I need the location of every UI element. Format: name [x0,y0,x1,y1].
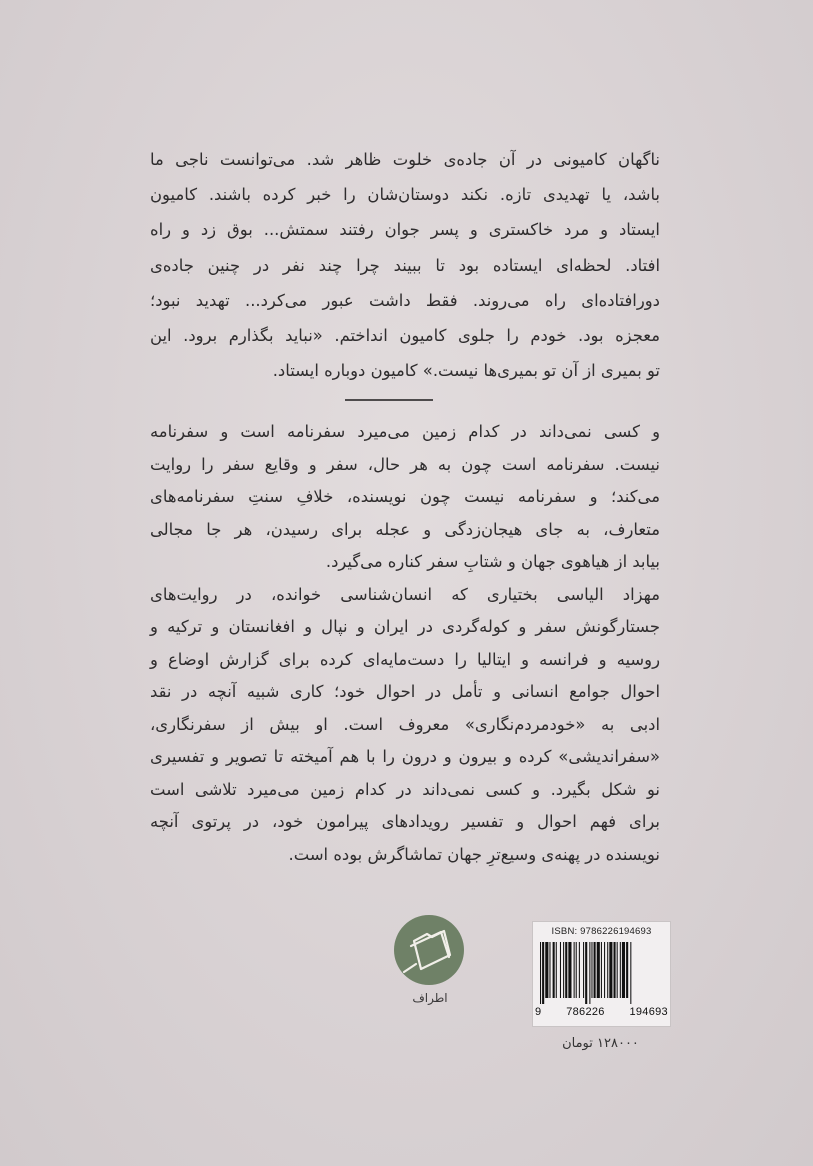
barcode-bar [597,942,600,998]
barcode-digit-group: 194693 [629,1006,668,1018]
barcode-bar [565,942,567,998]
barcode-bar [589,942,590,1004]
description-line: متعارف، به جای هیجان‌زدگی و عجله برای رسیدن، هر جا مجالی [150,519,660,539]
description-line: برای فهم احوال و تفسیر رویدادهای پیرامون خود، در پرتوی آنچه [150,812,660,831]
barcode-bar [540,942,541,1004]
excerpt-line: دورافتاده‌ای راه می‌روند. فقط داشت عبور می‌کرد... تهدید نبود؛ [150,290,660,310]
description-line: نیست. سفرنامه است چون به هر حال، سفر و وقایع سفر را روایت [150,454,660,474]
publisher-logo-circle [394,915,464,985]
barcode-bar [560,942,561,998]
barcode-bar [542,942,544,1004]
barcode-bar [630,942,631,1004]
description-paragraph [150,416,660,871]
excerpt-line: افتاد. لحظه‌ای ایستاده بود تا ببیند چرا چند نفر در چنین جاده‌ی [150,255,660,275]
barcode-bar [626,942,628,998]
barcode-bar [607,942,608,998]
barcode-bar [585,942,587,1004]
description-line: نو شکل بگیرد. و کسی نمی‌داند در کدام زمین می‌میرد تلاشی است [150,779,660,799]
section-divider [345,399,433,401]
description-line: بیابد از هیاهوی جهان و شتابِ سفر کناره می‌گیرد. [325,552,660,571]
description-line: نویسنده در پهنه‌ی وسیع‌ترِ جهان تماشاگرش بوده است. [288,844,660,864]
description-line: می‌کند؛ و سفرنامه نیست چون نویسنده، خلافِ سنتِ سفرنامه‌های [150,487,660,506]
barcode-bar [604,942,605,998]
isbn-label: ISBN: 9786226194693 [551,926,652,937]
description-line: احوال جوامع انسانی و تأمل در احوال خود؛ کاری شبیه آنچه در نقد [150,682,660,701]
barcode-bar [553,942,555,998]
barcode-bar [594,942,596,998]
publisher-logo [385,915,475,1030]
barcode-bar [622,942,625,998]
description-line: روسیه و فرانسه و ایتالیا را دست‌مایه‌ای کرده برای گزارش اوضاع و [150,649,660,669]
barcode-digit-group: 9 [535,1006,542,1018]
excerpt-line: باشد، یا تهدیدی تازه. نکند دوستان‌شان را خبر کرده باشند. کامیون [150,185,660,205]
publisher-name: اطراف [412,991,448,1005]
price-label: ۱۲۸۰۰۰ تومان [562,1036,639,1051]
excerpt-paragraph [150,142,660,388]
barcode-bar [614,942,616,998]
barcode-bar [568,942,571,998]
barcode-bar [617,942,618,998]
description-line: جستارگونش سفر و کوله‌گردی در ایران و نپال و افغانستان و ترکیه و [150,617,660,636]
excerpt-line: ناگهان کامیونی در آن جاده‌ی خلوت ظاهر شد. می‌توانست ناجی ما [150,150,660,169]
barcode-digits [535,1006,668,1018]
barcode-bar [576,942,577,998]
barcode-bar [591,942,592,998]
folder-icon [394,915,464,985]
barcode-bar [609,942,612,998]
excerpt-line: تو بمیری از آن تو بمیری‌ها نیست.» کامیون دوباره ایستاد. [272,361,660,381]
barcode-bar [549,942,550,998]
description-line: مهزاد الیاسی بختیاری که انسان‌شناسی خوانده، در روایت‌های [150,584,660,604]
barcode-digit-group: 786226 [566,1006,605,1018]
barcode-bar [563,942,564,998]
barcode-bar [556,942,557,998]
barcode-bar [583,942,584,998]
barcode-bar [620,942,621,998]
isbn-barcode [532,921,671,1027]
description-line: ادبی به «خودمردم‌نگاری» معروف است. او بیش از سفرنگاری، [150,714,660,734]
barcode-bars [536,942,667,1006]
barcode-bar [545,942,548,998]
description-line: و کسی نمی‌داند در کدام زمین می‌میرد سفرنامه است و سفرنامه [150,422,660,441]
description-line: «سفراندیشی» کرده و بیرون و درون را با هم آمیخته تا تصویر و تفسیری [150,747,660,766]
barcode-bar [601,942,602,998]
excerpt-line: معجزه بود. خودم را جلوی کامیون انداختم. «نباید بگذارم برود. این [150,326,660,346]
barcode-bar [579,942,580,998]
barcode-bar [574,942,575,998]
excerpt-line: ایستاد و مرد خاکستری و پسر جوان رفتند سمتش... بوق زد و راه [150,220,660,240]
